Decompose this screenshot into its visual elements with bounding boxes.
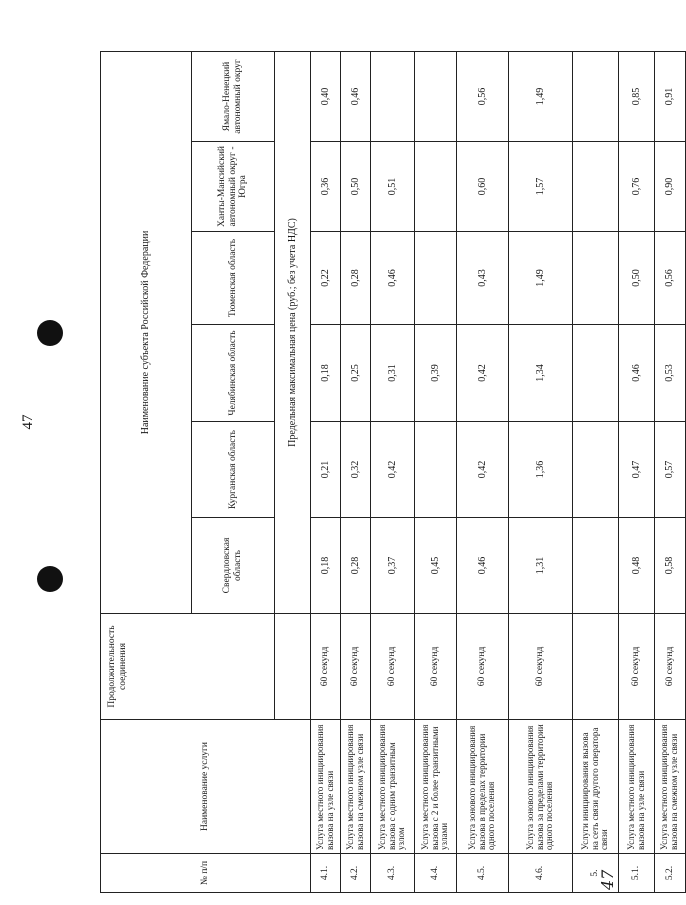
price-value: 0,22 <box>311 232 341 325</box>
price-value <box>415 142 457 232</box>
price-value <box>573 142 619 232</box>
price-value: 0,37 <box>371 518 415 614</box>
price-value: 0,45 <box>415 518 457 614</box>
price-value <box>573 232 619 325</box>
price-value: 0,56 <box>655 232 686 325</box>
price-value: 0,90 <box>655 142 686 232</box>
price-value: 0,91 <box>655 51 686 141</box>
header-region: Ханты-Мансийский автономный округ - Югра <box>192 142 275 232</box>
price-value <box>371 51 415 141</box>
price-value: 0,42 <box>457 325 509 422</box>
price-value: 0,56 <box>457 51 509 141</box>
connection-duration: 60 секунд <box>311 614 341 720</box>
header-subject: Наименование субъекта Российской Федерации <box>101 51 192 613</box>
price-value: 1,57 <box>509 142 573 232</box>
price-value: 0,39 <box>415 325 457 422</box>
price-value: 0,53 <box>655 325 686 422</box>
punch-hole <box>37 566 63 592</box>
table-row <box>415 51 457 892</box>
price-value: 0,32 <box>341 422 371 518</box>
table-row <box>573 51 619 892</box>
tariff-table <box>100 51 686 893</box>
price-value: 0,50 <box>341 142 371 232</box>
price-value: 1,49 <box>509 51 573 141</box>
service-name: Услуга местного инициирования вызова на смежном узле связи <box>341 720 371 854</box>
price-value <box>415 232 457 325</box>
price-value: 0,51 <box>371 142 415 232</box>
row-number: 5.1. <box>619 854 655 893</box>
header-num: № п/п <box>101 854 311 893</box>
handwritten-page-number: 47 <box>598 869 617 890</box>
price-value: 0,42 <box>371 422 415 518</box>
service-name: Услуга местного инициирования вызова на узле связи <box>311 720 341 854</box>
price-value: 0,43 <box>457 232 509 325</box>
price-value: 0,48 <box>619 518 655 614</box>
price-value: 1,31 <box>509 518 573 614</box>
punch-hole <box>37 320 63 346</box>
table-row <box>311 51 341 892</box>
table-row <box>655 51 686 892</box>
page-number: 47 <box>20 414 36 430</box>
connection-duration: 60 секунд <box>457 614 509 720</box>
price-value: 0,76 <box>619 142 655 232</box>
price-value: 1,36 <box>509 422 573 518</box>
price-value: 1,49 <box>509 232 573 325</box>
price-value <box>573 422 619 518</box>
table-row <box>619 51 655 892</box>
header-duration-blank <box>275 614 311 720</box>
service-name: Услуга зонового инициирования вызова в пределах территории одного поселения <box>457 720 509 854</box>
connection-duration: 60 секунд <box>619 614 655 720</box>
connection-duration: 60 секунд <box>341 614 371 720</box>
price-value: 0,28 <box>341 232 371 325</box>
service-name: Услуги инициирования вызова на сеть связи другого оператора связи <box>573 720 619 854</box>
price-value: 0,46 <box>619 325 655 422</box>
price-value <box>415 51 457 141</box>
service-name: Услуга местного инициирования вызова на смежном узле связи <box>655 720 686 854</box>
price-value: 0,46 <box>457 518 509 614</box>
connection-duration: 60 секунд <box>371 614 415 720</box>
price-value: 0,40 <box>311 51 341 141</box>
row-number: 5. <box>573 854 619 893</box>
row-number: 4.3. <box>371 854 415 893</box>
connection-duration: 60 секунд <box>509 614 573 720</box>
table-row <box>509 51 573 892</box>
table-row <box>341 51 371 892</box>
header-region: Тюменская область <box>192 232 275 325</box>
row-number: 5.2. <box>655 854 686 893</box>
header-region: Курганская область <box>192 422 275 518</box>
price-value: 0,46 <box>371 232 415 325</box>
row-number: 4.6. <box>509 854 573 893</box>
table-row <box>457 51 509 892</box>
table-row <box>371 51 415 892</box>
price-value: 0,42 <box>457 422 509 518</box>
price-value <box>415 422 457 518</box>
service-name: Услуга местного инициирования вызова с одним транзитным узлом <box>371 720 415 854</box>
table-body <box>311 51 686 892</box>
price-value: 0,31 <box>371 325 415 422</box>
header-service: Наименование услуги <box>101 720 311 854</box>
price-value: 0,46 <box>341 51 371 141</box>
price-value <box>573 51 619 141</box>
price-value: 0,18 <box>311 325 341 422</box>
connection-duration <box>573 614 619 720</box>
price-value: 0,28 <box>341 518 371 614</box>
price-value <box>573 518 619 614</box>
header-region: Свердловская область <box>192 518 275 614</box>
connection-duration: 60 секунд <box>415 614 457 720</box>
service-name: Услуга зонового инициирования вызова за пределами территории одного поселения <box>509 720 573 854</box>
price-value: 0,85 <box>619 51 655 141</box>
header-duration: Продолжительность соединения <box>101 614 275 720</box>
row-number: 4.1. <box>311 854 341 893</box>
price-value: 0,47 <box>619 422 655 518</box>
price-value: 0,21 <box>311 422 341 518</box>
row-number: 4.5. <box>457 854 509 893</box>
price-value: 0,18 <box>311 518 341 614</box>
price-value <box>573 325 619 422</box>
header-price-note: Предельная максимальная цена (руб.; без учета НДС) <box>275 51 311 613</box>
connection-duration: 60 секунд <box>655 614 686 720</box>
header-region: Ямало-Ненецкий автономный округ <box>192 51 275 141</box>
price-value: 0,36 <box>311 142 341 232</box>
price-value: 0,50 <box>619 232 655 325</box>
price-value: 0,60 <box>457 142 509 232</box>
service-name: Услуга местного инициирования вызова с 2 и более транзитными узлами <box>415 720 457 854</box>
header-region: Челябинская область <box>192 325 275 422</box>
tariff-table-container <box>100 52 679 893</box>
header-row-1 <box>101 51 192 892</box>
price-value: 1,34 <box>509 325 573 422</box>
row-number: 4.4. <box>415 854 457 893</box>
service-name: Услуга местного инициирования вызова на узле связи <box>619 720 655 854</box>
price-value: 0,58 <box>655 518 686 614</box>
price-value: 0,25 <box>341 325 371 422</box>
row-number: 4.2. <box>341 854 371 893</box>
price-value: 0,57 <box>655 422 686 518</box>
